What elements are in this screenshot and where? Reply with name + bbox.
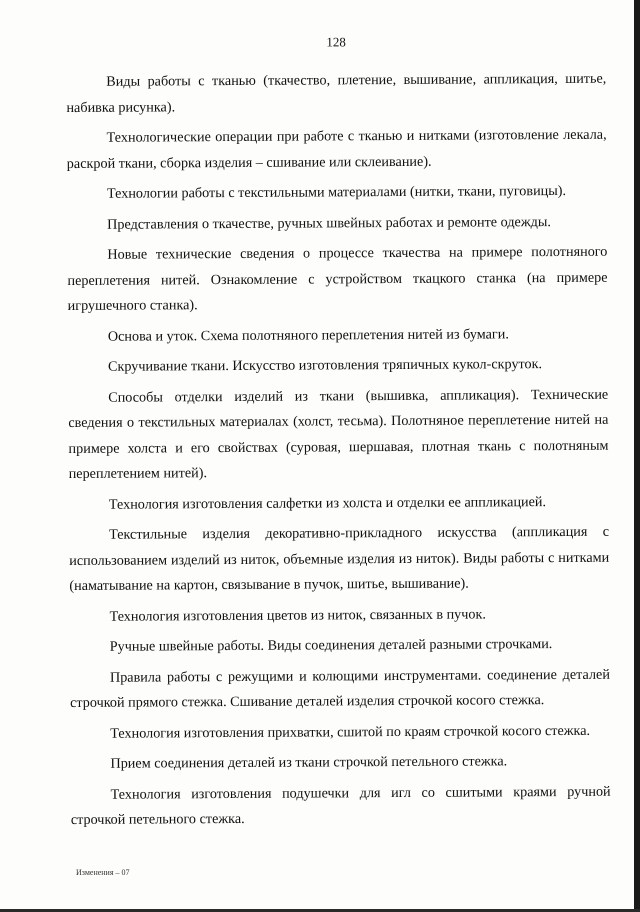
- paragraph: Основа и уток. Схема полотняного переплетения нитей из бумаги.: [107, 325, 509, 345]
- paragraph: Текстильные изделия декоративно-прикладного искусства (аппликация с использованием изделий из ниток, объемные изделия из ниток). Виды работы с нитками (наматывание на картон, связывание в пучок, шитье, вышивание).: [69, 523, 610, 594]
- paragraph: Способы отделки изделий из ткани (вышивка, аппликация). Технические сведения о текстильных материалах (холст, тесьма). Полотняное переплетение нитей на примере холста и его свойствах (суровая, шершавая, плотная ткань с полотняным переплетением нитей).: [68, 386, 609, 482]
- paragraph: Представления о ткачестве, ручных швейных работах и ремонте одежды.: [107, 213, 551, 233]
- paragraph: Новые технические сведения о процессе ткачества на примере полотняного переплетения нитей. Ознакомление с устройством ткацкого станка (на примере игрушечного станка).: [67, 243, 608, 314]
- paragraph: Ручные швейные работы. Виды соединения деталей разными строчками.: [109, 636, 553, 655]
- paragraph: Технология изготовления подушечки для игл со сшитыми краями ручной строчкой петельного стежка.: [70, 783, 611, 828]
- paragraph: Скручивание ткани. Искусство изготовления тряпичных кукол-скруток.: [107, 356, 543, 375]
- scan-edge-right: [634, 0, 640, 912]
- page-content: [66, 33, 611, 839]
- paragraph: Технологические операции при работе с тканью и нитками (изготовление лекала, раскрой ткани, сборка изделия – сшивание или склеивание).: [66, 126, 607, 172]
- revision-footer: Изменения – 07: [76, 868, 130, 877]
- paragraph: Технология изготовления салфетки из холста и отделки ее аппликацией.: [108, 493, 547, 513]
- paragraph: Технология изготовления цветов из ниток, связанных в пучок.: [109, 605, 486, 625]
- paragraph: Технологии работы с текстильными материалами (нитки, ткани, пуговицы).: [106, 182, 567, 202]
- paragraph: Виды работы с тканью (ткачество, плетение, вышивание, аппликация, шитье, набивка рисунка).: [66, 70, 607, 116]
- paragraph: Прием соединения деталей из ткани строчкой петельного стежка.: [110, 753, 508, 772]
- page-number: 128: [326, 34, 346, 50]
- paragraph: Технология изготовления прихватки, сшитой по краям строчкой косого стежка.: [110, 722, 591, 742]
- paragraph: Правила работы с режущими и колющими инструментами. соединение деталей строчкой прямого стежка. Сшивание деталей изделия строчкой косого стежка.: [70, 666, 610, 711]
